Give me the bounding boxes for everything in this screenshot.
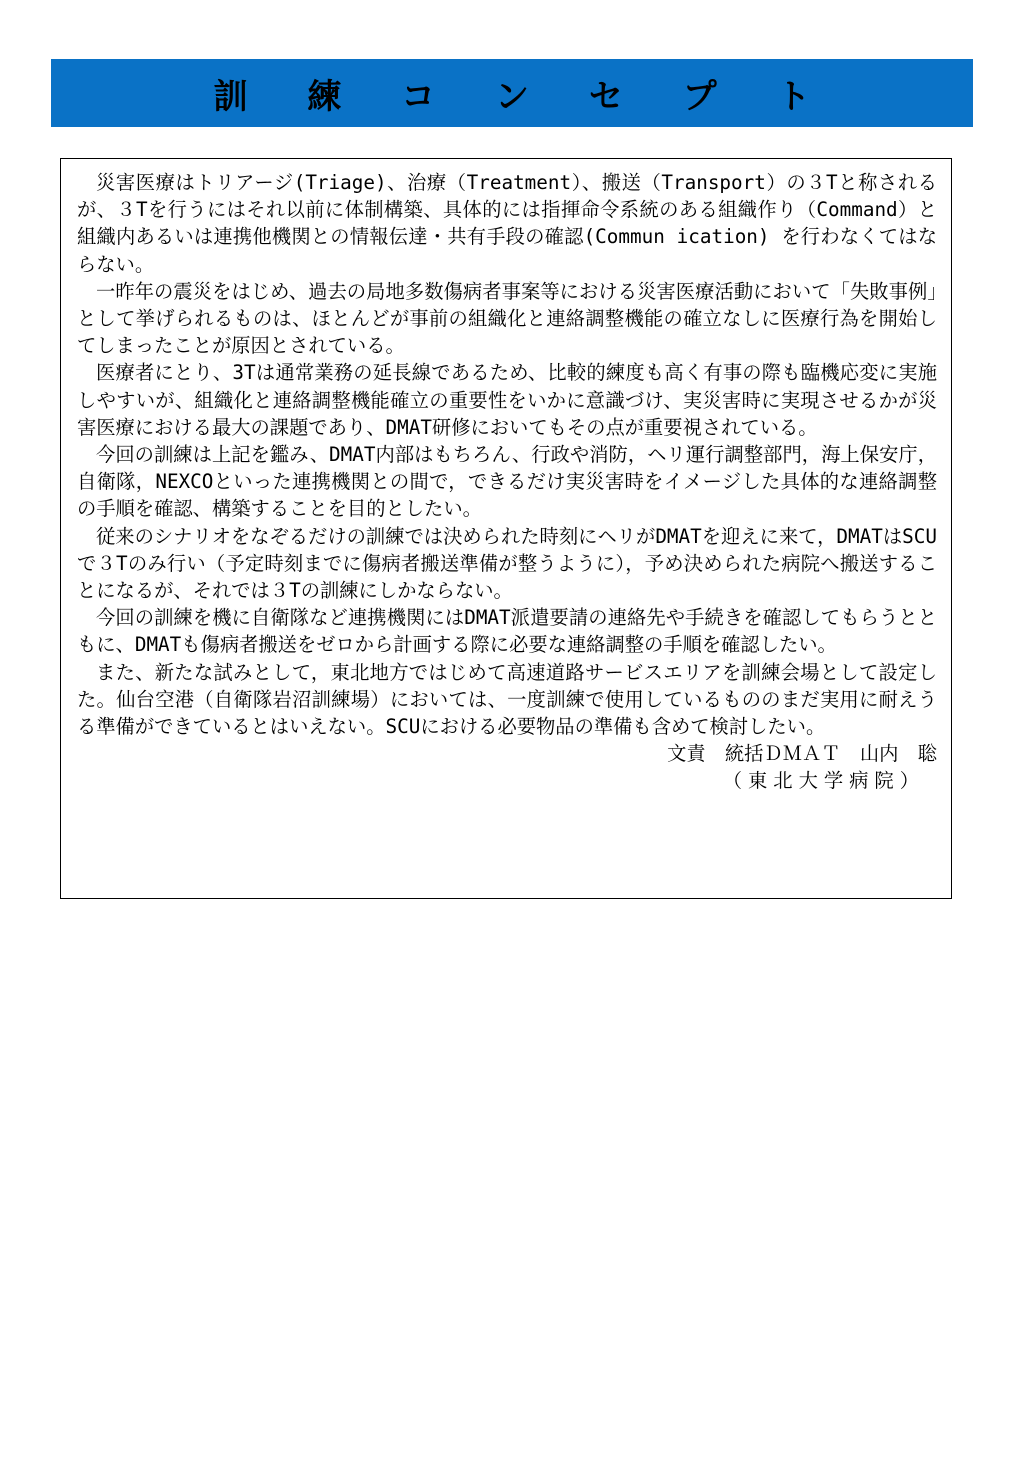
paragraph-conventional-scenario: 従来のシナリオをなぞるだけの訓練では決められた時刻にヘリがDMATを迎えに来て，DMATはSCUで３Tのみ行い（予定時刻までに傷病者搬送準備が整うように），予め決められた病院へ搬送することになるが、それでは３Tの訓練にしかならない。 (77, 524, 937, 603)
paragraph-failure-cases: 一昨年の震災をはじめ、過去の局地多数傷病者事案等における災害医療活動において「失敗事例」として挙げられるものは、ほとんどが事前の組織化と連絡調整機能の確立なしに医療行為を開始してしまったことが原因とされている。 (77, 279, 937, 358)
paragraph-3t-intro: 災害医療はトリアージ(Triage)、治療（Treatment）、搬送（Transport）の３Tと称されるが、３Tを行うにはそれ以前に体制構築、具体的には指揮命令系統のある組織作り（Command）と組織内あるいは連携他機関との情報伝達・共有手段の確認(Commun ication) を行わなくてはならない。 (77, 171, 937, 276)
page-title: 訓 練 コ ン セ プ ト (213, 76, 835, 117)
signature-affiliation: （東北大学病院） (722, 769, 925, 793)
paragraph-new-trial: また、新たな試みとして，東北地方ではじめて高速道路サービスエリアを訓練会場として設定した。仙台空港（自衛隊岩沼訓練場）においては、一度訓練で使用しているもののまだ実用に耐えうる準備ができているとはいえない。SCUにおける必要物品の準備も含めて検討したい。 (77, 660, 937, 739)
paragraph-coordination-procedure: 今回の訓練を機に自衛隊など連携機関にはDMAT派遣要請の連絡先や手続きを確認してもらうとともに、DMATも傷病者搬送をゼロから計画する際に必要な連絡調整の手順を確認したい。 (77, 606, 937, 657)
paragraph-training-goal: 今回の訓練は上記を鑑み、DMAT内部はもちろん、行政や消防，ヘリ運行調整部門，海上保安庁，自衛隊，NEXCOといった連携機関との間で，できるだけ実災害時をイメージした具体的な連絡調整の手順を確認、構築することを目的としたい。 (77, 443, 937, 521)
signature-author: 文責 統括ＤＭＡＴ 山内 聡 (667, 742, 937, 766)
paragraph-organization-importance: 医療者にとり、3Tは通常業務の延長線であるため、比較的練度も高く有事の際も臨機応変に実施しやすいが、組織化と連絡調整機能確立の重要性をいかに意識づけ、実災害時に実現させるかが災害医療における最大の課題であり、DMAT研修においてもその点が重要視されている。 (77, 361, 937, 439)
signature-block (77, 740, 937, 794)
concept-text-box (60, 158, 952, 899)
title-banner (51, 59, 973, 127)
